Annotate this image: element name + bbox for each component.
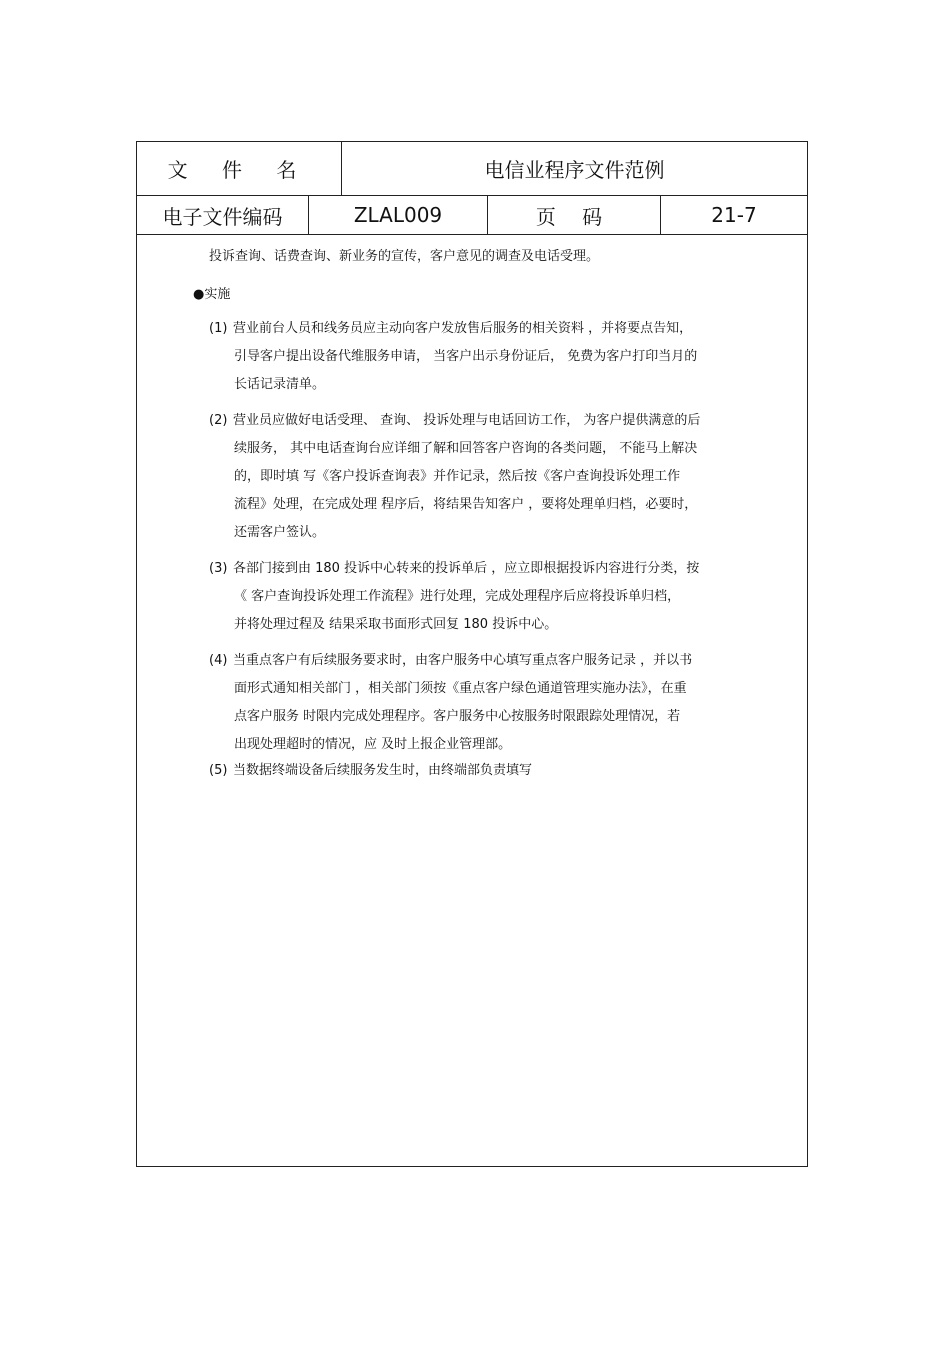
list-item-number: (3) bbox=[209, 561, 228, 576]
list-item-line: 的，即时填 写《客户投诉查询表》并作记录，然后按《客户查询投诉处理工作 bbox=[234, 469, 681, 484]
list-item-line: 还需客户签认。 bbox=[234, 525, 326, 540]
page-label: 页 码 bbox=[488, 196, 661, 234]
list-item-line: 当重点客户有后续服务要求时，由客户服务中心填写重点客户服务记录 ，并以书 bbox=[233, 653, 693, 668]
document-frame bbox=[136, 141, 808, 1167]
list-item-line: 各部门接到由 180 投诉中心转来的投诉单后 ，应立即根据投诉内容进行分类，按 bbox=[233, 561, 700, 576]
list-item-line: 流程》处理，在完成处理 程序后，将结果告知客户 ，要将处理单归档，必要时， bbox=[234, 497, 698, 512]
list-item-line: 出现处理超时的情况，应 及时上报企业管理部。 bbox=[234, 737, 512, 752]
list-item-line: 续服务， 其中电话查询台应详细了解和回答客户咨询的各类问题， 不能马上解决 bbox=[234, 441, 698, 456]
file-name-value: 电信业程序文件范例 bbox=[484, 158, 665, 182]
intro-text: 投诉查询、话费查询、新业务的宣传，客户意见的调查及电话受理。 bbox=[209, 249, 600, 264]
section-heading: ●实施 bbox=[193, 287, 231, 302]
list-item-line: 营业员应做好电话受理、 查询、 投诉处理与电话回访工作， 为客户提供满意的后 bbox=[233, 413, 701, 428]
list-item-number: (2) bbox=[209, 413, 228, 428]
list-item-line: 引导客户提出设备代维服务申请， 当客户出示身份证后， 免费为客户打印当月的 bbox=[234, 349, 698, 364]
header-row-file-name bbox=[137, 142, 807, 196]
list-item-line: 营业前台人员和线务员应主动向客户发放售后服务的相关资料 ，并将要点告知， bbox=[233, 321, 693, 336]
list-item-line: 并将处理过程及 结果采取书面形式回复 180 投诉中心。 bbox=[234, 617, 558, 632]
list-item-line: 长话记录清单。 bbox=[234, 377, 326, 392]
list-item-line: 《 客户查询投诉处理工作流程》进行处理，完成处理程序后应将投诉单归档， bbox=[234, 589, 681, 604]
code-value: ZLAL009 bbox=[309, 196, 488, 234]
list-item-number: (5) bbox=[209, 763, 228, 778]
list-item-number: (1) bbox=[209, 321, 228, 336]
file-name-label: 文 件 名 bbox=[137, 142, 342, 195]
code-label: 电子文件编码 bbox=[137, 196, 309, 234]
page-value: 21-7 bbox=[711, 203, 757, 227]
list-item-line: 当数据终端设备后续服务发生时，由终端部负责填写 bbox=[233, 763, 533, 778]
list-item-line: 面形式通知相关部门 ，相关部门须按《重点客户绿色通道管理实施办法》，在重 bbox=[234, 681, 687, 696]
header-row-code bbox=[137, 196, 807, 235]
list-item-line: 点客户服务 时限内完成处理程序。客户服务中心按服务时限跟踪处理情况，若 bbox=[234, 709, 681, 724]
list-item-number: (4) bbox=[209, 653, 228, 668]
